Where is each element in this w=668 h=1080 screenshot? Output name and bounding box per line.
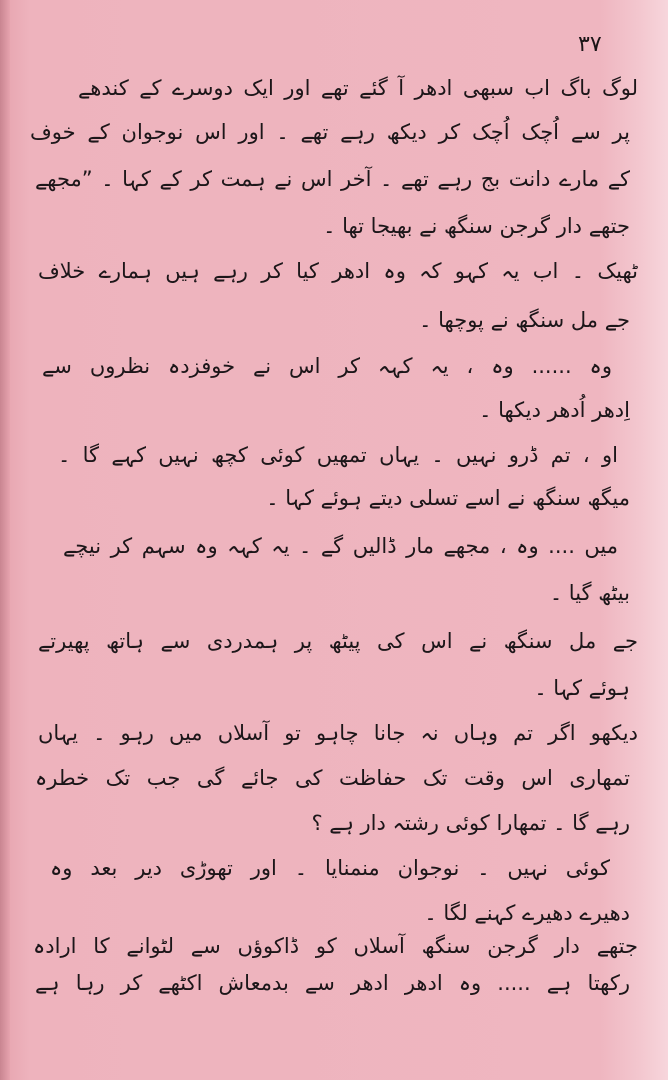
text-line: وہ ...... وہ ، یہ کہہ کر اس نے خوفزدہ نظروں سے (42, 354, 612, 378)
text-line: اِدھر اُدھر دیکھا ۔ (479, 398, 630, 422)
text-line: جے مل سنگھ نے پوچھا ۔ (419, 308, 630, 332)
text-line: کے مارے دانت بج رہے تھے ۔ آخر اس نے ہمت کر کے کہا ۔ ”مجھے (35, 167, 630, 191)
urdu-text-block (28, 68, 638, 1008)
text-line: میں .... وہ ، مجھے مار ڈالیں گے ۔ یہ کہہ وہ سہم کر نیچے (63, 534, 618, 558)
text-line: جے مل سنگھ نے اس کی پیٹھ پر ہمدردی سے ہاتھ پھیرتے (38, 629, 638, 653)
text-line: تمھاری اس وقت تک حفاظت کی جائے گی جب تک خطرہ (35, 766, 630, 790)
text-line: ٹھیک ۔ اب یہ کہو کہ وہ ادھر کیا کر رہے ہیں ہمارے خلاف (38, 259, 638, 283)
text-line: پر سے اُچک اُچک کر دیکھ رہے تھے ۔ اور اس نوجوان کے خوف (30, 120, 630, 144)
text-line: میگھ سنگھ نے اسے تسلی دیتے ہوئے کہا ۔ (266, 486, 630, 510)
text-line: دھیرے دھیرے کہنے لگا ۔ (424, 901, 630, 925)
text-line: لوگ باگ اب سبھی ادھر آ گئے تھے اور ایک دوسرے کے کندھے (78, 76, 638, 100)
text-line: دیکھو اگر تم وہاں نہ جانا چاہو تو آسلاں میں رہو ۔ یہاں (38, 721, 638, 745)
text-line: جتھے دار گرجن سنگھ نے بھیجا تھا ۔ (323, 214, 630, 238)
text-line: رکھتا ہے ..... وہ ادھر ادھر سے بدمعاش اکٹھے کر رہا ہے (35, 971, 630, 995)
text-line: رہے گا ۔ تمھارا کوئی رشتہ دار ہے ؟ (311, 811, 630, 835)
text-line: او ، تم ڈرو نہیں ۔ یہاں تمھیں کوئی کچھ نہیں کہے گا ۔ (58, 443, 618, 467)
text-line: ہوئے کہا ۔ (534, 676, 630, 700)
page-binding-edge (0, 0, 10, 1080)
text-line: کوئی نہیں ۔ نوجوان منمنایا ۔ اور تھوڑی دیر بعد وہ (50, 856, 610, 880)
text-line: بیٹھ گیا ۔ (549, 581, 630, 605)
page-number: ۳۷ (578, 32, 602, 57)
text-line: جتھے دار گرجن سنگھ آسلاں کو ڈاکوؤں سے لٹوانے کا ارادہ (33, 934, 638, 958)
